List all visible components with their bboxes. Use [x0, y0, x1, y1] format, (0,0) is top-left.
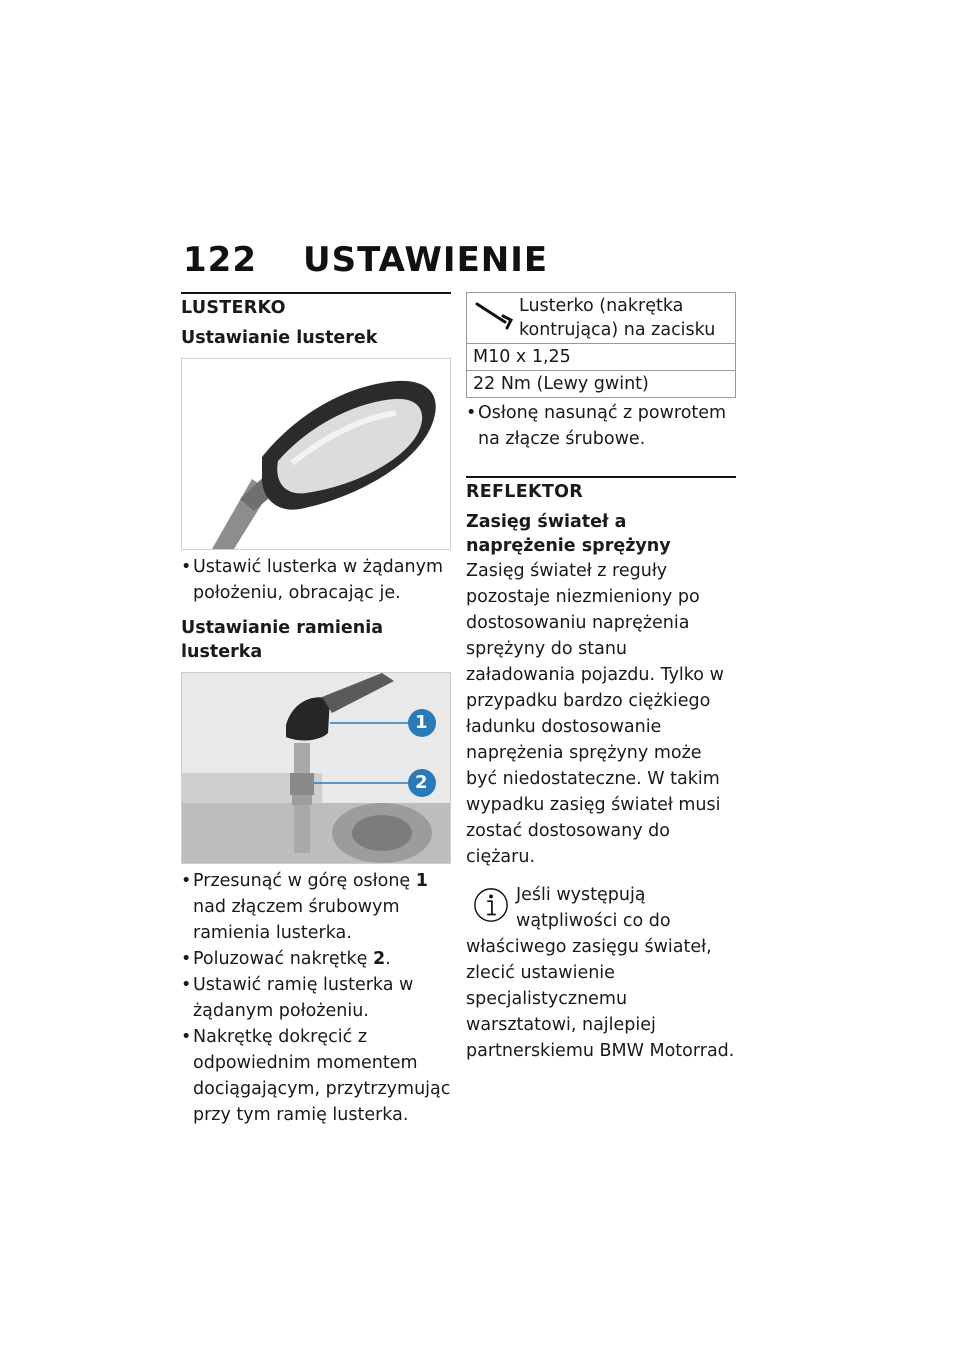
- info-icon: [472, 886, 510, 924]
- mirror-steps: [181, 554, 451, 606]
- torque-wrench-icon: [473, 298, 513, 334]
- chapter-title: USTAWIENIE: [302, 240, 549, 280]
- spec-thread: M10 x 1,25: [467, 344, 736, 371]
- info-note: [466, 882, 736, 1064]
- subsection-title-arm: Ustawianie ramienia lusterka: [181, 618, 384, 662]
- torque-spec-table: [466, 292, 736, 398]
- subsection-title-range: Zasięg świateł a naprężenie sprężyny: [466, 512, 671, 556]
- section-title-mirror: LUSTERKO: [181, 298, 286, 318]
- section-divider: [181, 292, 451, 294]
- mirror-arm-illustration: [181, 672, 451, 864]
- list-item: • Ustawić lusterka w żądanym położeniu, obracając je.: [181, 554, 451, 606]
- list-item: • Przesunąć w górę osłonę 1 nad złączem śrubowym ramienia lusterka.: [181, 868, 451, 946]
- callout-2-label: 2: [415, 772, 428, 793]
- info-note-text: Jeśli występują wątpliwości co do właściwego zasięgu świateł, zlecić ustawienie specjalistycznemu warsztatowi, najlepiej partnerskiemu BMW Motorrad.: [466, 885, 735, 1061]
- spec-header: Lusterko (nakrętka kontrująca) na zacisku: [519, 296, 716, 340]
- page-header: [183, 240, 548, 280]
- spec-torque: 22 Nm (Lewy gwint): [467, 371, 736, 398]
- list-item: • Osłonę nasunąć z powrotem na złącze śrubowe.: [466, 400, 736, 452]
- spec-header-cell: [467, 293, 736, 344]
- list-item: • Ustawić ramię lusterka w żądanym położeniu.: [181, 972, 451, 1024]
- callout-1-label: 1: [415, 712, 428, 733]
- mirror-image: [182, 359, 451, 549]
- section-title-headlight: REFLEKTOR: [466, 482, 584, 502]
- list-item: • Poluzować nakrętkę 2.: [181, 946, 451, 972]
- headlight-paragraph: Zasięg świateł z reguły pozostaje niezmieniony po dostosowaniu naprężenia sprężyny do stanu załadowania pojazdu. Tylko w przypadku bardzo ciężkiego ładunku dostosowanie naprężenia sprężyny może być niedostateczne. W takim wypadku zasięg świateł musi zostać dostosowany do ciężaru.: [466, 561, 724, 867]
- page-number: 122: [183, 240, 257, 280]
- right-column: [466, 292, 736, 1064]
- left-column: [181, 292, 451, 1128]
- mirror-arm-image: [182, 673, 451, 863]
- section-divider: [466, 476, 736, 478]
- list-item: • Nakrętkę dokręcić z odpowiednim momentem dociągającym, przytrzymując przy tym ramię lusterka.: [181, 1024, 451, 1128]
- mirror-illustration: [181, 358, 451, 550]
- cover-step: [466, 400, 736, 452]
- arm-steps: [181, 868, 451, 1128]
- subsection-title-mirrors: Ustawianie lusterek: [181, 328, 378, 348]
